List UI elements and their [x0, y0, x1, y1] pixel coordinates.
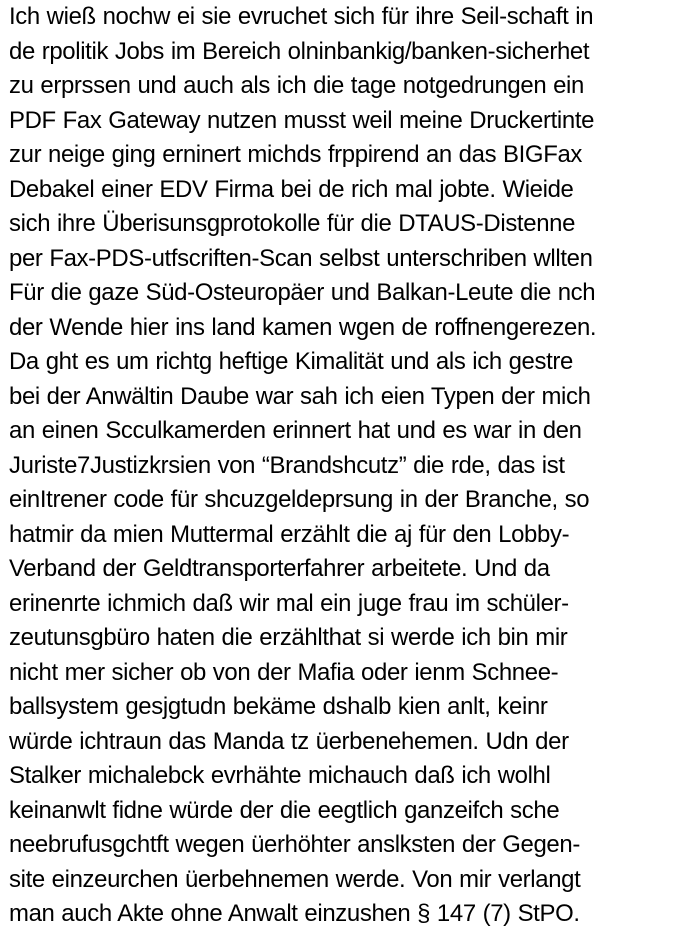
text-line: ballsystem gesjgtudn bekäme dshalb kien anlt, keinr — [9, 693, 548, 720]
text-line: Für die gaze Süd-Osteuropäer und Balkan-Leute die nch — [9, 279, 596, 306]
text-line: erinenrte ichmich daß wir mal ein juge frau im schüler- — [9, 589, 569, 617]
text-line: an einen Scculkamerden erinnert hat und es war in den — [9, 417, 582, 444]
text-line: einItrener code für shcuzgeldeprsung in der Branche, so — [9, 486, 590, 513]
text-line: Ich wieß nochw ei sie evruchet sich für ihre Seil-schaft in — [9, 3, 594, 30]
text-line: zur neige ging erninert michds frppirend an das BIGFax — [9, 141, 583, 168]
text-line: nicht mer sicher ob von der Mafia oder ienm Schnee- — [9, 658, 559, 686]
text-line: Debakel einer EDV Firma bei de rich mal jobte. Wieide — [9, 175, 574, 203]
text-line: per Fax-PDS-utfscriften-Scan selbst unterschriben wllten — [9, 244, 593, 272]
text-line: zu erprssen und auch als ich die tage notgedrungen ein — [9, 72, 584, 99]
text-line: de rpolitik Jobs im Bereich olninbankig/banken-sicherhet — [9, 37, 590, 65]
text-line: Da ght es um richtg heftige Kimalität und als ich gestre — [9, 348, 574, 375]
text-line: Stalker michalebck evrhähte michauch daß ich wolhl — [9, 762, 551, 789]
text-line: keinanwlt fidne würde der die eegtlich ganzeifch sche — [9, 796, 560, 824]
text-line: zeutunsgbüro haten die erzählthat si werde ich bin mir — [9, 624, 568, 651]
text-line: bei der Anwältin Daube war sah ich eien Typen der mich — [9, 382, 591, 410]
text-line: sich ihre Überisunsgprotokolle für die DTAUS-Distenne — [9, 210, 576, 237]
body-text — [9, 0, 681, 932]
text-line: der Wende hier ins land kamen wgen de roffnengerezen. — [9, 313, 597, 341]
text-line: hatmir da mien Muttermal erzählt die aj für den Lobby- — [9, 520, 570, 548]
text-line: man auch Akte ohne Anwalt einzushen § 147 (7) StPO. — [9, 900, 580, 927]
text-line: site einzeurchen üerbehnemen werde. Von mir verlangt — [9, 865, 581, 893]
text-line: Juriste7Justizkrsien von “Brandshcutz” die rde, das ist — [9, 451, 565, 479]
text-line: Verband der Geldtransporterfahrer arbeitete. Und da — [9, 555, 550, 582]
text-line: PDF Fax Gateway nutzen musst weil meine Druckertinte — [9, 106, 595, 134]
text-line: würde ichtraun das Manda tz üerbenehemen. Udn der — [9, 727, 569, 755]
text-line: neebrufusgchtft wegen üerhöhter anslksten der Gegen- — [9, 831, 580, 858]
